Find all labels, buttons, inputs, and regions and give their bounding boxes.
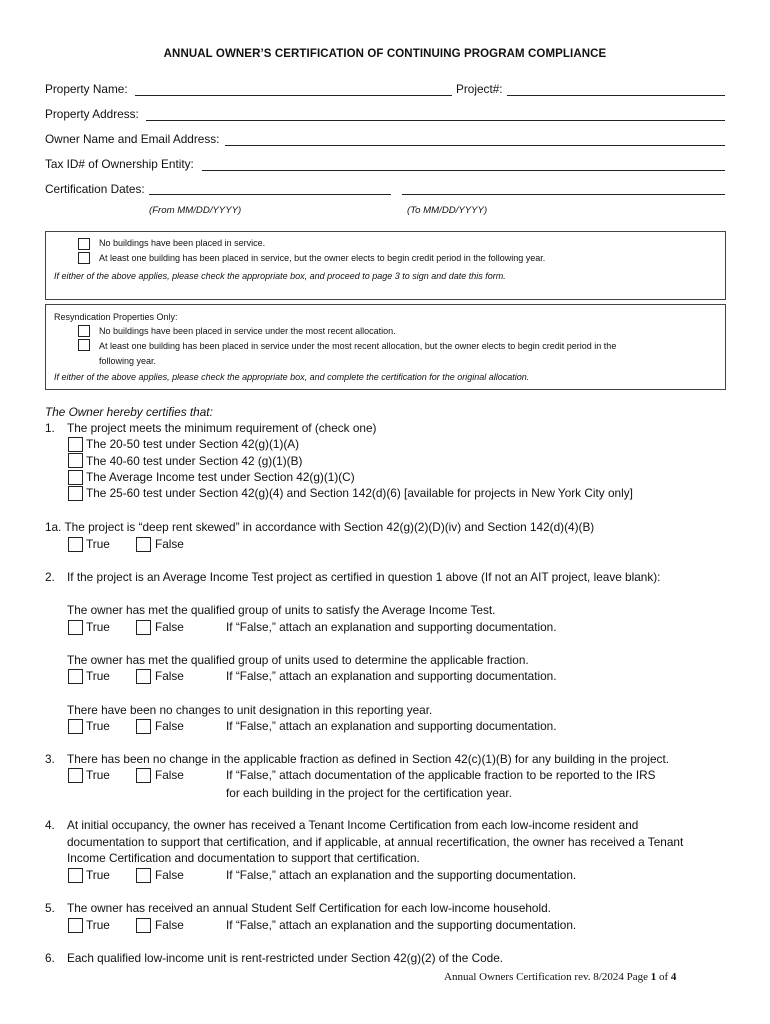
q2-sub2-true-label: True [86, 669, 110, 683]
q3-false-checkbox[interactable] [136, 768, 151, 783]
tax-id-field[interactable] [202, 170, 725, 171]
project-number-field[interactable] [507, 95, 725, 96]
to-date-hint: (To MM/DD/YYYY) [407, 205, 488, 216]
q2-sub3-true-checkbox[interactable] [68, 719, 83, 734]
tax-id-label: Tax ID# of Ownership Entity: [45, 157, 194, 171]
q4-text-line3: Income Certification and documentation to support that certification. [67, 851, 420, 865]
resyn-one-building-label-cont: following year. [99, 356, 157, 366]
footer-page-number: 1 [650, 971, 657, 983]
q1a-false-checkbox[interactable] [136, 537, 151, 552]
q4-true-checkbox[interactable] [68, 868, 83, 883]
q1a-true-label: True [86, 537, 110, 551]
q1-option-average-income-checkbox[interactable] [68, 470, 83, 485]
form-title: ANNUAL OWNER’S CERTIFICATION OF CONTINUING PROGRAM COMPLIANCE [163, 48, 607, 60]
resyn-no-buildings-label: No buildings have been placed in service under the most recent allocation. [99, 326, 396, 336]
q2-number: 2. [45, 570, 55, 584]
one-building-checkbox[interactable] [78, 252, 90, 264]
q1-number: 1. [45, 421, 55, 435]
no-buildings-checkbox[interactable] [78, 238, 90, 250]
owner-name-field[interactable] [225, 145, 725, 146]
project-number-label: Project#: [456, 82, 503, 96]
q3-explain-line2: for each building in the project for the certification year. [226, 786, 512, 800]
q1-option-25-60-checkbox[interactable] [68, 486, 83, 501]
q5-number: 5. [45, 901, 55, 915]
q4-true-label: True [86, 868, 110, 882]
q1-option-20-50-checkbox[interactable] [68, 437, 83, 452]
q4-false-checkbox[interactable] [136, 868, 151, 883]
q3-explain-line1: If “False,” attach documentation of the applicable fraction to be reported to the IRS [226, 768, 656, 782]
page-footer [444, 971, 676, 983]
q1-option-average-income-label: The Average Income test under Section 42(g)(1)(C) [86, 470, 355, 484]
q6-text: Each qualified low-income unit is rent-restricted under Section 42(g)(2) of the Code. [67, 951, 504, 965]
q2-sub3-false-label: False [155, 719, 184, 733]
q2-sub3-true-label: True [86, 719, 110, 733]
q2-sub3-false-checkbox[interactable] [136, 719, 151, 734]
cert-to-date-field[interactable] [402, 194, 725, 195]
q4-false-label: False [155, 868, 184, 882]
property-name-field[interactable] [135, 95, 452, 96]
property-name-label: Property Name: [45, 82, 128, 96]
q5-false-checkbox[interactable] [136, 918, 151, 933]
certification-dates-label: Certification Dates: [45, 182, 145, 196]
q4-explain: If “False,” attach an explanation and the supporting documentation. [226, 868, 577, 882]
q1-option-20-50-label: The 20-50 test under Section 42(g)(1)(A) [86, 437, 300, 451]
q5-true-checkbox[interactable] [68, 918, 83, 933]
q2-sub2-explain: If “False,” attach an explanation and supporting documentation. [226, 669, 557, 683]
resyndication-heading: Resyndication Properties Only: [54, 312, 178, 322]
q5-true-label: True [86, 918, 110, 932]
q4-text-line1: At initial occupancy, the owner has received a Tenant Income Certification from each low-income resident and [67, 818, 639, 832]
no-buildings-label: No buildings have been placed in service. [99, 238, 266, 248]
q2-sub2-true-checkbox[interactable] [68, 669, 83, 684]
q2-sub1-true-checkbox[interactable] [68, 620, 83, 635]
property-address-field[interactable] [146, 120, 725, 121]
q1a-text: 1a. The project is “deep rent skewed” in accordance with Section 42(g)(2)(D)(iv) and Section 142(d)(4)(B) [45, 520, 595, 534]
q2-sub1-text: The owner has met the qualified group of units to satisfy the Average Income Test. [67, 603, 496, 617]
q5-explain: If “False,” attach an explanation and the supporting documentation. [226, 918, 577, 932]
q3-number: 3. [45, 752, 55, 766]
resyn-one-building-checkbox[interactable] [78, 339, 90, 351]
one-building-label: At least one building has been placed in service, but the owner elects to begin credit period in the following year. [99, 253, 546, 263]
q2-sub3-text: There have been no changes to unit designation in this reporting year. [67, 703, 433, 717]
q4-number: 4. [45, 818, 55, 832]
q6-number: 6. [45, 951, 55, 965]
q2-sub1-false-label: False [155, 620, 184, 634]
q1-text: The project meets the minimum requirement of (check one) [67, 421, 377, 435]
q3-false-label: False [155, 768, 184, 782]
q2-sub3-explain: If “False,” attach an explanation and supporting documentation. [226, 719, 557, 733]
owner-certifies-heading: The Owner hereby certifies that: [45, 405, 213, 419]
footer-page-total: 4 [670, 971, 677, 983]
q4-text-line2: documentation to support that certification, and if applicable, at annual recertification, the owner has received a Tenant [67, 835, 684, 849]
q2-sub2-text: The owner has met the qualified group of units used to determine the applicable fraction. [67, 653, 529, 667]
cert-from-date-field[interactable] [149, 194, 391, 195]
box1-note: If either of the above applies, please check the appropriate box, and proceed to page 3 to sign and date this form. [54, 271, 506, 281]
q2-sub2-false-checkbox[interactable] [136, 669, 151, 684]
q2-sub1-true-label: True [86, 620, 110, 634]
q3-true-label: True [86, 768, 110, 782]
q2-sub2-false-label: False [155, 669, 184, 683]
q5-text: The owner has received an annual Student Self Certification for each low-income household. [67, 901, 551, 915]
footer-text: Annual Owners Certification rev. 8/2024 Page [444, 971, 651, 983]
owner-name-label: Owner Name and Email Address: [45, 132, 220, 146]
from-date-hint: (From MM/DD/YYYY) [149, 205, 242, 216]
q1a-false-label: False [155, 537, 184, 551]
q5-false-label: False [155, 918, 184, 932]
q2-sub1-explain: If “False,” attach an explanation and supporting documentation. [226, 620, 557, 634]
q2-sub1-false-checkbox[interactable] [136, 620, 151, 635]
q1-option-25-60-label: The 25-60 test under Section 42(g)(4) and Section 142(d)(6) [available for projects in New York City only] [86, 486, 633, 500]
q1-option-40-60-label: The 40-60 test under Section 42 (g)(1)(B) [86, 454, 303, 468]
q2-text: If the project is an Average Income Test project as certified in question 1 above (If not an AIT project, leave blank): [67, 570, 661, 584]
q3-true-checkbox[interactable] [68, 768, 83, 783]
q1-option-40-60-checkbox[interactable] [68, 453, 83, 468]
footer-of: of [656, 971, 671, 983]
resyn-no-buildings-checkbox[interactable] [78, 325, 90, 337]
resyn-one-building-label: At least one building has been placed in service under the most recent allocation, but the owner elects to begin credit period in the [99, 341, 617, 351]
q1a-true-checkbox[interactable] [68, 537, 83, 552]
q3-text: There has been no change in the applicable fraction as defined in Section 42(c)(1)(B) for any building in the project. [67, 752, 670, 766]
box2-note: If either of the above applies, please check the appropriate box, and complete the certification for the original allocation. [54, 372, 530, 382]
property-address-label: Property Address: [45, 107, 139, 121]
